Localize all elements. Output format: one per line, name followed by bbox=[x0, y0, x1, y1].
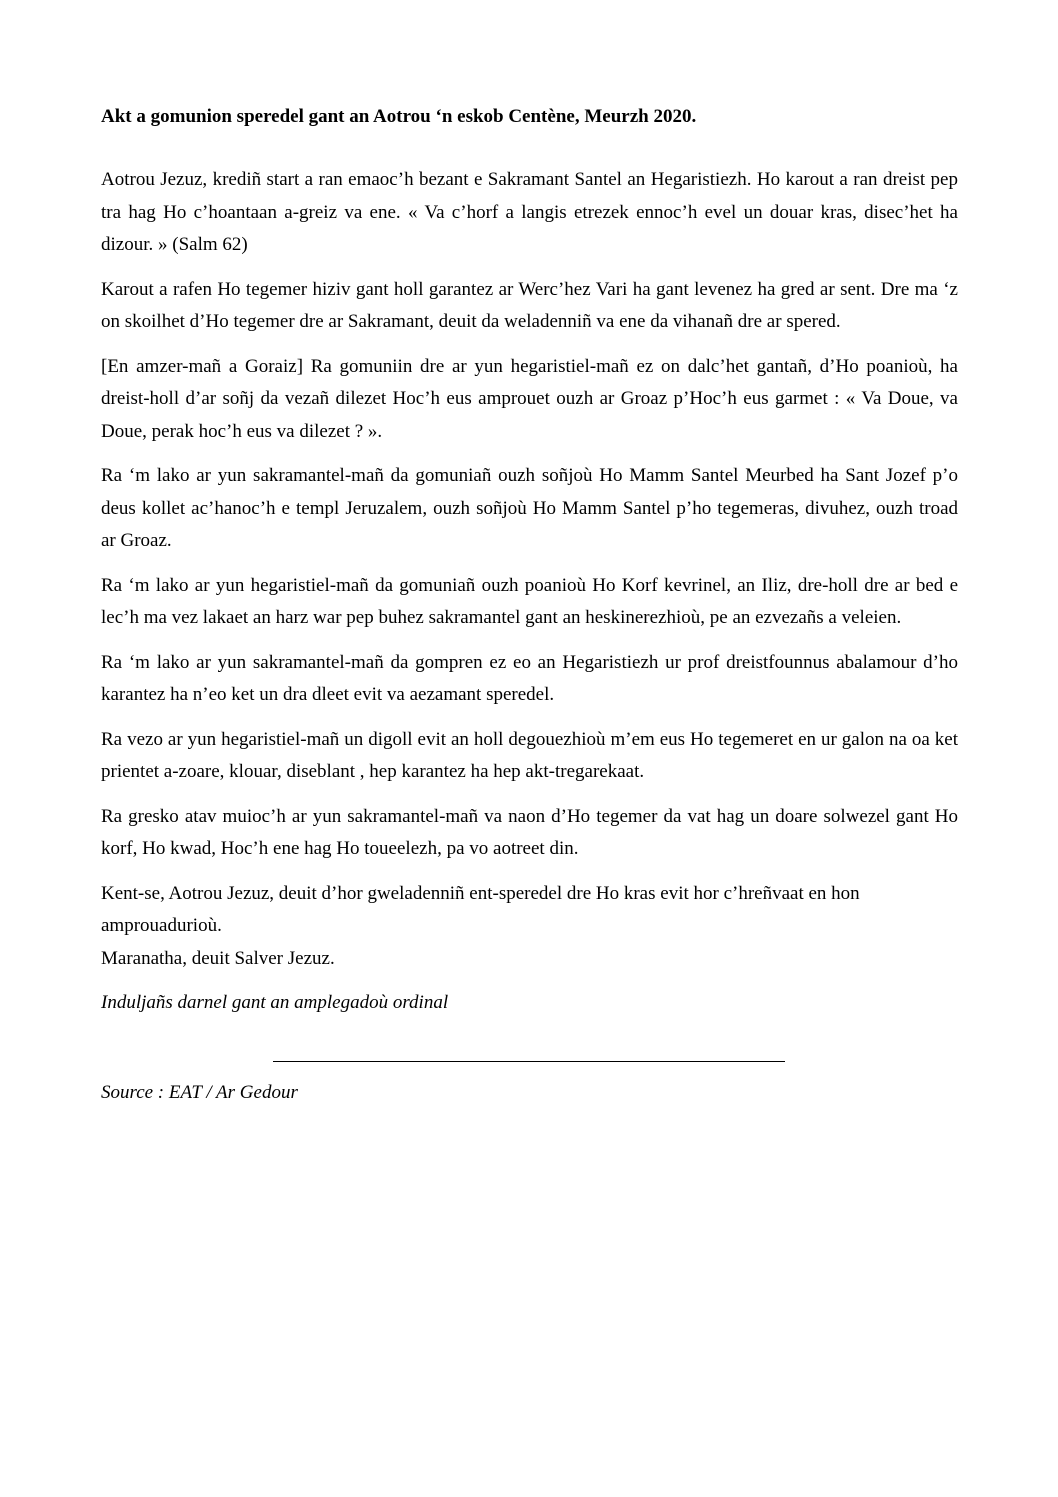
document-body bbox=[101, 104, 958, 1020]
paragraph-2: Karout a rafen Ho tegemer hiziv gant holl garantez ar Werc’hez Vari ha gant levenez ha gred ar sent. Dre ma ‘z on skoilhet d’Ho tegemer dre ar Sakramant, deuit da weladenniñ va ene da vihanañ dre ar spered. bbox=[101, 278, 958, 332]
document-title: Akt a gomunion speredel gant an Aotrou ‘n eskob Centène, Meurzh 2020. bbox=[101, 106, 697, 127]
separator-rule bbox=[273, 1061, 785, 1062]
paragraph-7: Ra vezo ar yun hegaristiel-mañ un digoll evit an holl degouezhioù m’em eus Ho tegemeret en ur galon na oa ket prientet a-zoare, klouar, diseblant , hep karantez ha hep akt-tregarekaat. bbox=[101, 728, 958, 782]
paragraph-1: Aotrou Jezuz, krediñ start a ran emaoc’h bezant e Sakramant Santel an Hegaristiezh. Ho karout a ran dreist pep tra hag Ho c’hoantaan a-greiz va ene. « Va c’horf a langis etrezek ennoc’h evel un douar kras, disec’het ha dizour. » (Salm 62) bbox=[101, 169, 958, 255]
closing-block bbox=[101, 878, 958, 976]
paragraph-6: Ra ‘m lako ar yun sakramantel-mañ da gompren ez eo an Hegaristiezh ur prof dreistfounnus abalamour d’ho karantez ha n’eo ket un dra dleet evit va aezamant speredel. bbox=[101, 651, 958, 705]
paragraph-4: Ra ‘m lako ar yun sakramantel-mañ da gomuniañ ouzh soñjoù Ho Mamm Santel Meurbed ha Sant Jozef p’o deus kollet ac’hanoc’h e templ Jeruzalem, ouzh soñjoù Ho Mamm Santel p’ho tegemeras, divuhez, ouzh troad ar Groaz. bbox=[101, 465, 958, 551]
closing-line-2: Maranatha, deuit Salver Jezuz. bbox=[101, 947, 335, 969]
paragraph-3: [En amzer-mañ a Goraiz] Ra gomuniin dre ar yun hegaristiel-mañ ez on dalc’het gantañ, d’Ho poanioù, ha dreist-holl d’ar soñj da vezañ dilezet Hoc’h eus amprouet ouzh ar Groaz p’Hoc’h eus garmet : « Va Doue, va Doue, perak hoc’h eus va dilezet ? ». bbox=[101, 355, 958, 442]
source-note: Source : EAT / Ar Gedour bbox=[101, 1082, 298, 1103]
paragraph-8: Ra gresko atav muioc’h ar yun sakramantel-mañ va naon d’Ho tegemer da vat hag un doare solwezel gant Ho korf, Ho kwad, Hoc’h ene hag Ho toueelezh, pa vo aotreet din. bbox=[101, 805, 958, 859]
indulgence-note: Induljañs darnel gant an amplegadoù ordinal bbox=[101, 992, 449, 1013]
closing-line-1: Kent-se, Aotrou Jezuz, deuit d’hor gweladenniñ ent-speredel dre Ho kras evit hor c’hreñvaat en hon amprouadurioù. bbox=[101, 882, 860, 936]
paragraph-5: Ra ‘m lako ar yun hegaristiel-mañ da gomuniañ ouzh poanioù Ho Korf kevrinel, an Iliz, dre-holl dre ar bed e lec’h ma vez lakaet an harz war pep buhez sakramantel gant an heskinerezhioù, pe an ezvezañs a veleien. bbox=[101, 574, 958, 628]
